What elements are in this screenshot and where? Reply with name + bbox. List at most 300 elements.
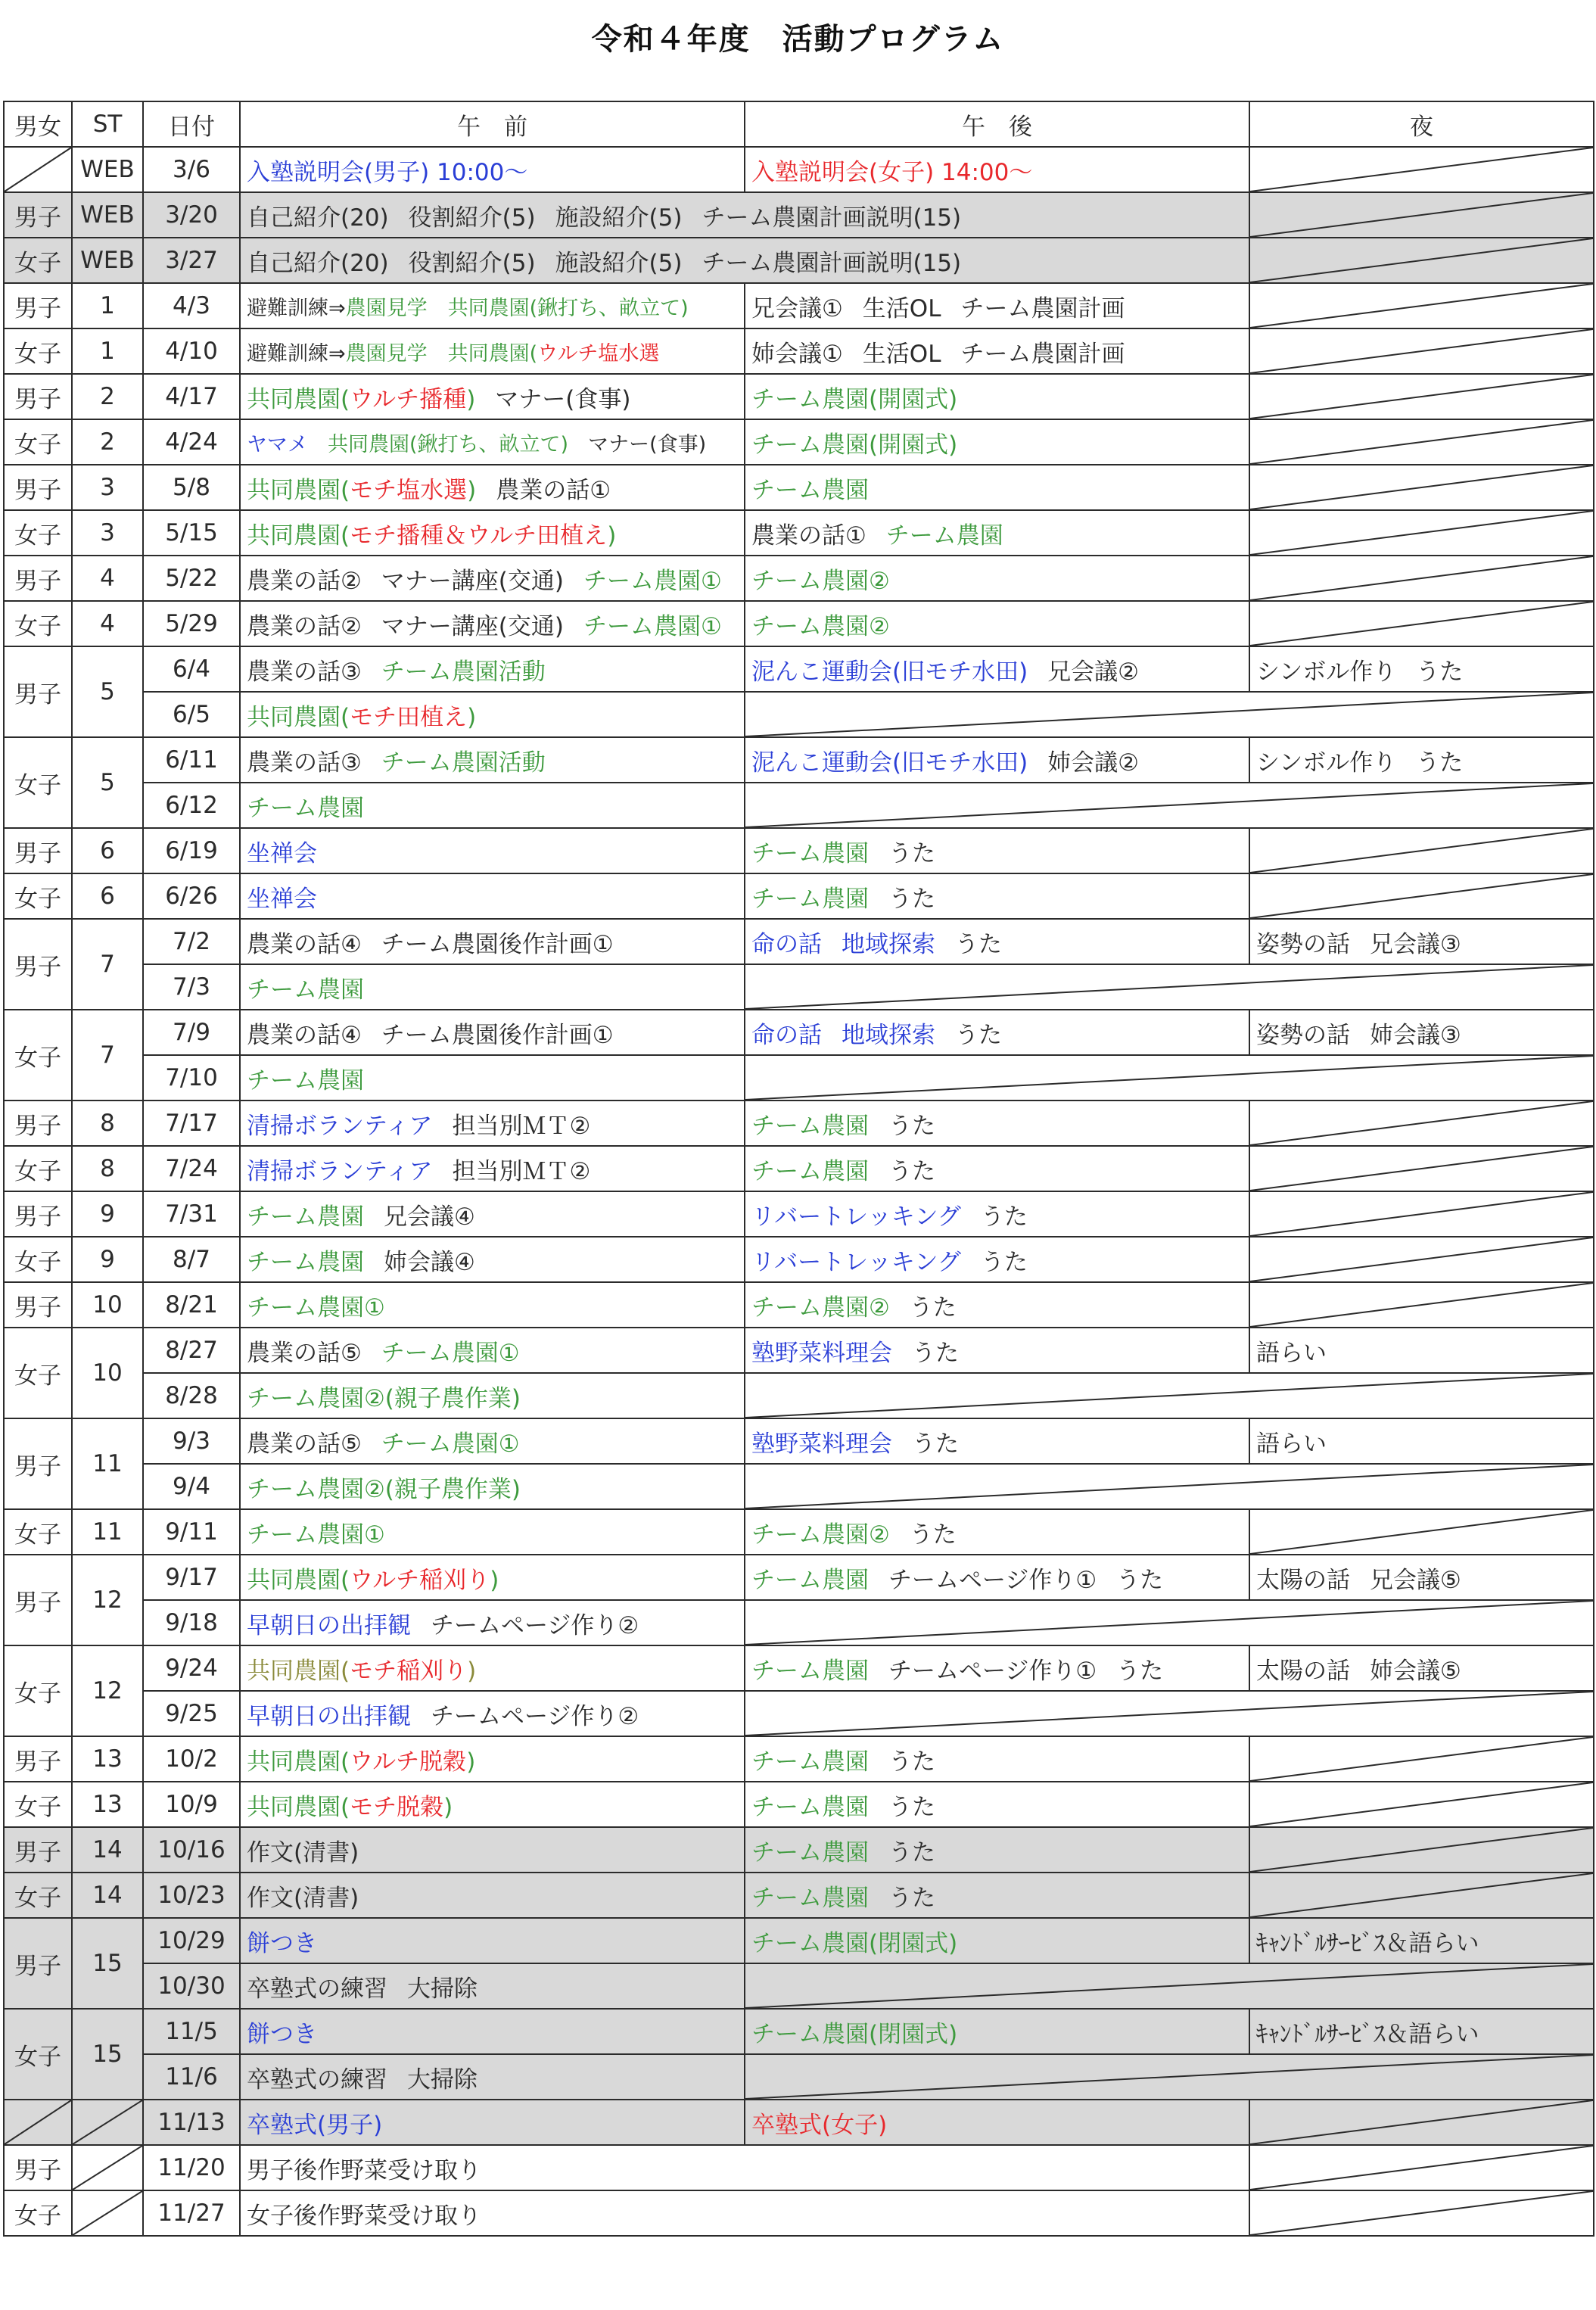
cell-st: 7: [72, 1010, 143, 1101]
cell-morning: [240, 2009, 745, 2054]
empty-cell-slash: [73, 2146, 142, 2190]
table-row: [4, 1464, 1594, 1509]
cell-st: 1: [72, 328, 143, 374]
cell-date: 7/3: [143, 964, 240, 1010]
am-activity: マナー講座(交通): [381, 567, 564, 595]
cell-date: 7/31: [143, 1191, 240, 1237]
pm-activity: チーム農園: [751, 1112, 869, 1140]
cell-night: [1249, 873, 1594, 919]
am-activity: 坐禅会: [247, 885, 317, 913]
cell-night: [1249, 1328, 1594, 1373]
cell-date: 11/20: [143, 2145, 240, 2190]
pm-activity: チーム農園(開園式): [751, 385, 958, 413]
pm-activity: 地域探索: [842, 1021, 935, 1049]
cell-night: [1249, 1146, 1594, 1191]
cell-afternoon: [745, 283, 1249, 328]
ev-activity: 語らい: [1256, 1430, 1327, 1458]
am-activity: チーム農園①: [583, 612, 722, 640]
table-row: [4, 2054, 1594, 2100]
pm-activity: チーム農園(閉園式): [751, 2020, 958, 2048]
cell-afternoon: [745, 1328, 1249, 1373]
cell-sex: 女子: [4, 1328, 72, 1418]
cell-morning: [240, 1373, 745, 1418]
cell-morning: [240, 2054, 745, 2100]
cell-night: [1249, 283, 1594, 328]
cell-date: 6/5: [143, 692, 240, 737]
table-row: [4, 1101, 1594, 1146]
am-activity: 卒塾式(男子): [247, 2111, 383, 2139]
am-activity: 坐禅会: [247, 839, 317, 867]
table-row: [4, 2100, 1594, 2145]
header-sex: 男女: [4, 101, 72, 147]
cell-night: [1249, 2009, 1594, 2054]
am-activity: モチ播種＆ウルチ田植え: [350, 521, 608, 549]
cell-sex: 女子: [4, 419, 72, 465]
cell-date: 11/6: [143, 2054, 240, 2100]
cell-morning: [240, 1010, 745, 1055]
cell-morning: [240, 1918, 745, 1963]
cell-night: [1249, 737, 1594, 783]
empty-cell-slash: [1250, 1510, 1593, 1554]
table-row: [4, 828, 1594, 873]
am-activity: モチ塩水選: [350, 476, 468, 504]
cell-afternoon: [745, 328, 1249, 374]
am-activity: チーム農園後作計画①: [381, 1021, 614, 1049]
cell-afternoon-night-empty: [745, 1600, 1594, 1645]
am-activity: ): [466, 385, 476, 413]
empty-cell-slash: [1250, 420, 1593, 464]
cell-night: [1249, 601, 1594, 646]
cell-afternoon: [745, 510, 1249, 556]
cell-date: 8/21: [143, 1282, 240, 1328]
table-row: [4, 1873, 1594, 1918]
cell-date: 5/22: [143, 556, 240, 601]
cell-sex: 男子: [4, 1282, 72, 1328]
cell-afternoon: [745, 465, 1249, 510]
cell-sex: 男子: [4, 465, 72, 510]
cell-sex: 男子: [4, 2145, 72, 2190]
am-activity: 共同農園(: [247, 703, 350, 731]
cell-date: 10/23: [143, 1873, 240, 1918]
am-activity: モチ脱穀: [350, 1793, 444, 1821]
pm-activity: 生活OL: [862, 340, 941, 368]
pm-activity: うた: [1116, 1566, 1164, 1594]
cell-st: 13: [72, 1782, 143, 1827]
empty-cell-slash: [1250, 602, 1593, 646]
cell-morning: [240, 783, 745, 828]
table-row: [4, 783, 1594, 828]
cell-date: 6/26: [143, 873, 240, 919]
am-activity: 男子後作野菜受け取り: [247, 2156, 481, 2184]
table-row: [4, 1736, 1594, 1782]
empty-cell-slash: [1250, 556, 1593, 600]
table-row: [4, 1237, 1594, 1282]
am-activity: チーム農園①: [247, 1521, 385, 1549]
cell-afternoon: [745, 737, 1249, 783]
cell-date: 3/20: [143, 192, 240, 238]
empty-cell-slash: [1250, 1147, 1593, 1191]
pm-activity: リバートレッキング: [751, 1203, 961, 1231]
table-row: [4, 465, 1594, 510]
am-activity: マナー(食事): [495, 385, 631, 413]
cell-night: [1249, 147, 1594, 192]
cell-afternoon: [745, 147, 1249, 192]
cell-sex: 男子: [4, 1191, 72, 1237]
pm-activity: うた: [909, 1294, 957, 1322]
cell-date: 9/17: [143, 1555, 240, 1600]
am-activity: 農業の話①: [496, 476, 611, 504]
cell-st: [72, 2100, 143, 2145]
pm-activity: うた: [912, 1339, 959, 1367]
cell-afternoon: [745, 1509, 1249, 1555]
am-activity: 共同農園(: [247, 385, 350, 413]
pm-activity: チームページ作り①: [888, 1566, 1097, 1594]
ev-activity: 兄会議③: [1370, 930, 1461, 958]
cell-afternoon: [745, 646, 1249, 692]
am-activity: 農業の話⑤: [247, 1339, 362, 1367]
empty-cell-slash: [745, 1056, 1593, 1100]
cell-afternoon: [745, 556, 1249, 601]
cell-date: 10/16: [143, 1827, 240, 1873]
cell-afternoon: [745, 1010, 1249, 1055]
cell-date: 9/25: [143, 1691, 240, 1736]
am-activity: 共同農園(: [247, 1566, 350, 1594]
am-activity: 自己紹介(20): [247, 204, 389, 232]
cell-night: [1249, 192, 1594, 238]
table-row: [4, 1600, 1594, 1645]
cell-st: [72, 2190, 143, 2236]
empty-cell-slash: [745, 693, 1593, 736]
empty-cell-slash: [1250, 1192, 1593, 1236]
cell-afternoon-night-empty: [745, 1055, 1594, 1101]
empty-cell-slash: [1250, 874, 1593, 918]
am-activity: 入塾説明会(男子) 10:00～: [247, 158, 528, 186]
pm-activity: うた: [1116, 1657, 1164, 1685]
empty-cell-slash: [1250, 2191, 1593, 2235]
pm-activity: 兄会議②: [1047, 658, 1139, 686]
am-activity: チーム農園計画説明(15): [702, 204, 962, 232]
cell-date: 11/5: [143, 2009, 240, 2054]
ev-activity: 兄会議⑤: [1370, 1566, 1461, 1594]
ev-activity: 姿勢の話: [1256, 1021, 1350, 1049]
cell-morning: [240, 646, 745, 692]
empty-cell-slash: [1250, 193, 1593, 237]
am-activity: 卒塾式の練習: [247, 2066, 387, 2094]
cell-sex: 女子: [4, 2009, 72, 2100]
pm-activity: チーム農園②: [751, 1294, 890, 1322]
empty-cell-slash: [1250, 1283, 1593, 1327]
am-activity: 役割紹介(5): [408, 249, 536, 277]
am-activity: 共同農園(鍬打ち、畝立て): [328, 432, 569, 456]
cell-date: 10/2: [143, 1736, 240, 1782]
cell-sex: 女子: [4, 1010, 72, 1101]
cell-morning: [240, 919, 745, 964]
pm-activity: うた: [888, 1748, 935, 1776]
cell-sex: 女子: [4, 873, 72, 919]
cell-night: [1249, 1918, 1594, 1963]
am-activity: チーム農園: [247, 1248, 364, 1276]
am-activity: 清掃ボランティア: [247, 1112, 433, 1140]
am-activity: チーム農園①: [583, 567, 722, 595]
cell-st: WEB: [72, 192, 143, 238]
cell-date: 9/4: [143, 1464, 240, 1509]
table-row: [4, 692, 1594, 737]
table-row: [4, 919, 1594, 964]
pm-activity: チーム農園②: [751, 567, 890, 595]
cell-sex: 男子: [4, 283, 72, 328]
am-activity: マナー(食事): [588, 432, 707, 456]
cell-morning: [240, 510, 745, 556]
am-activity: 卒塾式の練習: [247, 1975, 387, 2003]
empty-cell-slash: [73, 2191, 142, 2235]
am-activity: チーム農園後作計画①: [381, 930, 614, 958]
am-activity: 清掃ボランティア: [247, 1157, 433, 1185]
cell-night: [1249, 1645, 1594, 1691]
cell-morning: [240, 1691, 745, 1736]
pm-activity: チーム農園②: [751, 612, 890, 640]
cell-night: [1249, 1555, 1594, 1600]
table-row: [4, 2190, 1594, 2236]
cell-st: 6: [72, 828, 143, 873]
cell-st: 11: [72, 1509, 143, 1555]
cell-sex: 女子: [4, 1509, 72, 1555]
pm-activity: うた: [888, 885, 935, 913]
table-row: [4, 1191, 1594, 1237]
table-row: [4, 1010, 1594, 1055]
am-activity: 農園見学 共同農園(: [345, 341, 538, 366]
header-row: [4, 101, 1594, 147]
pm-activity: 卒塾式(女子): [751, 2111, 888, 2139]
cell-st: 3: [72, 465, 143, 510]
pm-activity: チーム農園: [751, 1793, 869, 1821]
cell-morning: [240, 556, 745, 601]
am-activity: 共同農園(: [247, 1748, 350, 1776]
cell-night: [1249, 510, 1594, 556]
table-row: [4, 192, 1594, 238]
table-row: [4, 1055, 1594, 1101]
am-activity: 作文(清書): [247, 1838, 359, 1866]
pm-activity: うた: [888, 839, 935, 867]
empty-cell-slash: [745, 965, 1593, 1009]
cell-afternoon: [745, 1282, 1249, 1328]
pm-activity: 塾野菜料理会: [751, 1430, 892, 1458]
cell-date: 6/11: [143, 737, 240, 783]
empty-cell-slash: [1250, 148, 1593, 191]
cell-night: [1249, 1873, 1594, 1918]
am-activity: 早朝日の出拝観: [247, 1702, 411, 1730]
ev-activity: ｷｬﾝﾄﾞﾙｻｰﾋﾞｽ＆語らい: [1256, 1929, 1479, 1957]
am-activity: 自己紹介(20): [247, 249, 389, 277]
header-afternoon: 午 後: [745, 101, 1249, 147]
empty-cell-slash: [73, 2100, 142, 2144]
cell-afternoon: [745, 1736, 1249, 1782]
empty-cell-slash: [745, 1374, 1593, 1418]
cell-date: 8/28: [143, 1373, 240, 1418]
pm-activity: 姉会議①: [751, 340, 843, 368]
cell-st: 8: [72, 1146, 143, 1191]
cell-st: WEB: [72, 147, 143, 192]
am-activity: 女子後作野菜受け取り: [247, 2202, 481, 2230]
cell-date: 3/6: [143, 147, 240, 192]
am-activity: モチ田植え: [350, 703, 468, 731]
cell-date: 7/9: [143, 1010, 240, 1055]
cell-sex: 女子: [4, 1873, 72, 1918]
cell-afternoon: [745, 919, 1249, 964]
cell-morning: [240, 2100, 745, 2145]
am-activity: ): [607, 521, 617, 549]
empty-cell-slash: [745, 1465, 1593, 1508]
ev-activity: 語らい: [1256, 1339, 1327, 1367]
cell-morning: [240, 1509, 745, 1555]
cell-afternoon: [745, 2100, 1249, 2145]
cell-night: [1249, 465, 1594, 510]
cell-afternoon-night-empty: [745, 1691, 1594, 1736]
cell-date: 3/27: [143, 238, 240, 283]
header-date: 日付: [143, 101, 240, 147]
cell-morning: [240, 828, 745, 873]
cell-afternoon: [745, 419, 1249, 465]
table-row: [4, 1555, 1594, 1600]
cell-morning: [240, 1464, 745, 1509]
am-activity: ): [443, 1793, 453, 1821]
pm-activity: チーム農園: [751, 885, 869, 913]
empty-cell-slash: [1250, 1828, 1593, 1872]
cell-night: [1249, 1418, 1594, 1464]
cell-sex: 女子: [4, 601, 72, 646]
empty-cell-slash: [1250, 511, 1593, 555]
cell-date: 9/18: [143, 1600, 240, 1645]
cell-night: [1249, 828, 1594, 873]
cell-morning: [240, 192, 1249, 238]
cell-morning: [240, 147, 745, 192]
cell-morning: [240, 1873, 745, 1918]
cell-sex: 女子: [4, 1645, 72, 1736]
am-activity: 共同農園(: [247, 1793, 350, 1821]
document-title: 令和４年度 活動プログラム: [591, 22, 1005, 57]
cell-morning: [240, 1101, 745, 1146]
am-activity: チーム農園活動: [381, 749, 546, 777]
pm-activity: チーム農園: [751, 1157, 869, 1185]
am-activity: 農園見学 共同農園(鍬打ち、畝立て): [345, 296, 689, 320]
table-row: [4, 1282, 1594, 1328]
activity-program-table: [3, 101, 1594, 2237]
pm-activity: 生活OL: [862, 294, 941, 322]
cell-st: 10: [72, 1328, 143, 1418]
empty-cell-slash: [1250, 2146, 1593, 2190]
ev-activity: うた: [1416, 658, 1464, 686]
cell-st: 15: [72, 1918, 143, 2009]
pm-activity: 姉会議②: [1047, 749, 1139, 777]
ev-activity: 太陽の話: [1256, 1657, 1350, 1685]
pm-activity: 命の話: [751, 1021, 822, 1049]
pm-activity: 命の話: [751, 930, 822, 958]
cell-morning: [240, 1418, 745, 1464]
cell-night: [1249, 1509, 1594, 1555]
am-activity: 大掃除: [407, 1975, 478, 2003]
cell-afternoon: [745, 1237, 1249, 1282]
pm-activity: うた: [888, 1838, 935, 1866]
empty-cell-slash: [745, 2055, 1593, 2099]
empty-cell-slash: [1250, 1782, 1593, 1826]
cell-morning: [240, 1645, 745, 1691]
am-activity: チーム農園: [247, 1203, 364, 1231]
cell-st: 9: [72, 1237, 143, 1282]
am-activity: チーム農園②(親子農作業): [247, 1384, 521, 1412]
cell-night: [1249, 919, 1594, 964]
cell-afternoon: [745, 601, 1249, 646]
table-row: [4, 374, 1594, 419]
am-activity: 農業の話②: [247, 567, 362, 595]
pm-activity: チーム農園: [751, 839, 869, 867]
cell-sex: 女子: [4, 1782, 72, 1827]
cell-date: 7/17: [143, 1101, 240, 1146]
table-row: [4, 737, 1594, 783]
pm-activity: 地域探索: [842, 930, 935, 958]
pm-activity: チーム農園計画: [960, 340, 1125, 368]
cell-date: 6/19: [143, 828, 240, 873]
am-activity: 農業の話④: [247, 930, 362, 958]
table-row: [4, 1782, 1594, 1827]
cell-night: [1249, 1282, 1594, 1328]
table-row: [4, 556, 1594, 601]
empty-cell-slash: [745, 1601, 1593, 1645]
cell-morning: [240, 1555, 745, 1600]
am-activity: 大掃除: [407, 2066, 478, 2094]
cell-date: 10/9: [143, 1782, 240, 1827]
am-activity: 農業の話③: [247, 658, 362, 686]
cell-morning: [240, 374, 745, 419]
am-activity: ウルチ塩水選: [537, 341, 660, 366]
cell-morning: [240, 737, 745, 783]
empty-cell-slash: [1250, 238, 1593, 282]
cell-sex: 女子: [4, 328, 72, 374]
cell-night: [1249, 1827, 1594, 1873]
am-activity: 農業の話⑤: [247, 1430, 362, 1458]
cell-morning: [240, 1827, 745, 1873]
pm-activity: うた: [955, 930, 1002, 958]
cell-night: [1249, 1101, 1594, 1146]
cell-sex: 女子: [4, 510, 72, 556]
pm-activity: うた: [888, 1112, 935, 1140]
table-row: [4, 1509, 1594, 1555]
ev-activity: 姉会議③: [1370, 1021, 1461, 1049]
cell-night: [1249, 2190, 1594, 2236]
am-activity: 役割紹介(5): [408, 204, 536, 232]
pm-activity: うた: [955, 1021, 1002, 1049]
table-body: [4, 147, 1594, 2236]
pm-activity: 泥んこ運動会(旧モチ水田): [751, 658, 1028, 686]
cell-morning: [240, 2145, 1249, 2190]
cell-st: 2: [72, 374, 143, 419]
cell-night: [1249, 1191, 1594, 1237]
table-row: [4, 1963, 1594, 2009]
cell-morning: [240, 465, 745, 510]
cell-morning: [240, 238, 1249, 283]
cell-sex: 男子: [4, 192, 72, 238]
am-activity: チーム農園①: [247, 1294, 385, 1322]
cell-afternoon: [745, 1918, 1249, 1963]
table-row: [4, 1691, 1594, 1736]
cell-morning: [240, 1146, 745, 1191]
pm-activity: チーム農園: [751, 476, 869, 504]
cell-afternoon-night-empty: [745, 692, 1594, 737]
pm-activity: うた: [888, 1157, 935, 1185]
cell-night: [1249, 238, 1594, 283]
cell-morning: [240, 1328, 745, 1373]
cell-date: 10/30: [143, 1963, 240, 2009]
ev-activity: 姉会議⑤: [1370, 1657, 1461, 1685]
cell-morning: [240, 1282, 745, 1328]
